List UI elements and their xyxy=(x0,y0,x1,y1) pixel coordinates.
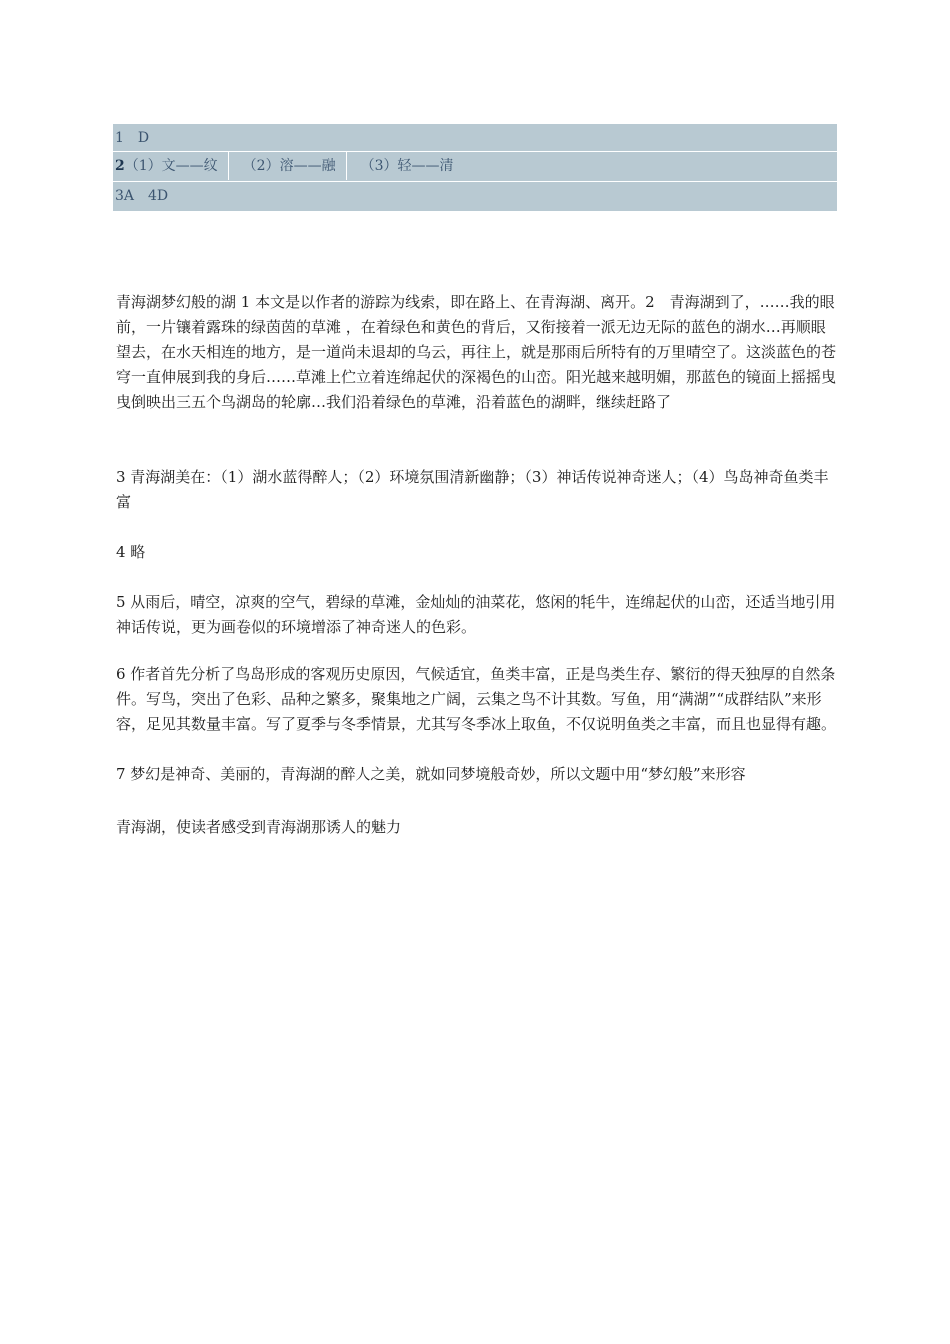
answer-table xyxy=(113,124,837,211)
paragraph-4-text: 4 略 xyxy=(116,543,146,561)
paragraph-7-continued-text: 青海湖，使读者感受到青海湖那诱人的魅力 xyxy=(116,818,402,836)
answer-row-2-item-c: （3）轻——清 xyxy=(360,158,454,174)
answer-row-1 xyxy=(113,124,837,152)
paragraph-7-text: 7 梦幻是神奇、美丽的，青海湖的醉人之美，就如同梦境般奇妙，所以文题中用“梦幻般”来形容 xyxy=(116,765,746,783)
answer-row-1-text: 1 D xyxy=(115,130,150,146)
paragraph-4 xyxy=(116,540,838,565)
paragraph-1 xyxy=(116,290,838,415)
cell-divider xyxy=(346,152,347,180)
paragraph-6 xyxy=(116,662,838,737)
answer-row-2 xyxy=(113,152,837,182)
answer-row-2-number: 2 xyxy=(115,158,125,174)
paragraph-1-text: 青海湖梦幻般的湖 1 本文是以作者的游踪为线索，即在路上、在青海湖、离开。2 青海湖到了，……我的眼前，一片镶着露珠的绿茵茵的草滩 ，在着绿色和黄色的背后，又衔接着一派无边无际的蓝色的湖水…再顺眼望去，在水天相连的地方，是一道尚未退却的乌云，再往上，就是那雨后所特有的万里晴空了。这淡蓝色的苍穹一直伸展到我的身后……草滩上伫立着连绵起伏的深褐色的山峦。阳光越来越明媚，那蓝色的镜面上摇摇曳曳倒映出三五个鸟湖岛的轮廓…我们沿着绿色的草滩，沿着蓝色的湖畔，继续赶路了 xyxy=(116,293,837,411)
paragraph-5-text: 5 从雨后，晴空，凉爽的空气，碧绿的草滩，金灿灿的油菜花，悠闲的牦牛，连绵起伏的山峦，还适当地引用神话传说，更为画卷似的环境增添了神奇迷人的色彩。 xyxy=(116,593,836,636)
paragraph-6-text: 6 作者首先分析了鸟岛形成的客观历史原因，气候适宜，鱼类丰富，正是鸟类生存、繁衍的得天独厚的自然条件。写鸟，突出了色彩、品种之繁多，聚集地之广阔，云集之鸟不计其数。写鱼，用“满湖”“成群结队”来形容，足见其数量丰富。写了夏季与冬季情景，尤其写冬季冰上取鱼，不仅说明鱼类之丰富，而且也显得有趣。 xyxy=(116,665,837,733)
answer-row-2-item-a: （1）文——纹 xyxy=(124,158,218,174)
answer-row-3-text: 3A 4D xyxy=(115,188,169,204)
answer-row-3 xyxy=(113,182,837,211)
answer-row-2-item-b: （2）溶——融 xyxy=(242,158,336,174)
paragraph-7-continued xyxy=(116,815,838,840)
cell-divider xyxy=(228,152,229,180)
paragraph-7 xyxy=(116,762,838,787)
paragraph-3-text: 3 青海湖美在：（1）湖水蓝得醉人；（2）环境氛围清新幽静；（3）神话传说神奇迷人；（4）鸟岛神奇鱼类丰富 xyxy=(116,468,829,511)
paragraph-3 xyxy=(116,465,838,515)
paragraph-5 xyxy=(116,590,838,640)
